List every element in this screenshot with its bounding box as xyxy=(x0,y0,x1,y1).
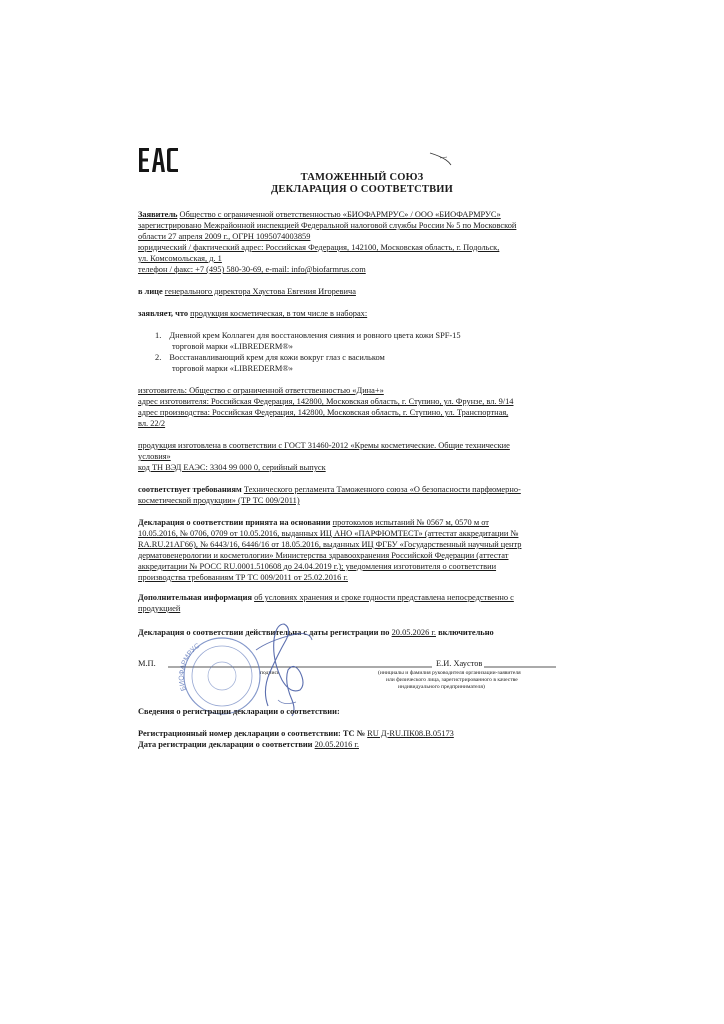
signer-caption-1: (инициалы и фамилия руководителя организации-заявителя xyxy=(378,670,521,676)
applicant-line2: зарегистрировано Межрайонной инспекцией Федеральной налоговой службы России № 5 по Московской xyxy=(138,221,517,230)
applicant-line4: юридический / фактический адрес: Российская Федерация, 142100, Московская область, г. Подольск, xyxy=(138,243,500,252)
signature-caption: подпись xyxy=(260,670,280,676)
registration-number-label: Регистрационный номер декларации о соответствии: ТС № xyxy=(138,729,366,738)
applicant-label: Заявитель xyxy=(138,210,178,219)
registration-date-label: Дата регистрации декларации о соответствии xyxy=(138,740,313,749)
basis-line3: RA.RU.21АГ66), № 6443/16, 6446/16 от 18.05.2016, выданных ИЦ ФГБУ «Государственный научный центр xyxy=(138,540,522,549)
declares-value: продукция косметическая, в том числе в наборах: xyxy=(190,309,368,318)
compliance-value: Технического регламента Таможенного союза «О безопасности парфюмерно- xyxy=(243,485,521,494)
applicant-name: Общество с ограниченной ответственностью «БИОФАРМРУС» / ООО «БИОФАРМРУС» xyxy=(179,210,501,219)
declares-label: заявляет, что xyxy=(138,309,189,318)
product-2-brand: торговой марки «LIBREDERM®» xyxy=(172,364,293,373)
manufacturer-line1: изготовитель: Общество с ограниченной ответственностью «Дина+» xyxy=(138,386,384,395)
product-2-name: Восстанавливающий крем для кожи вокруг глаз с васильком xyxy=(169,353,385,362)
title-declaration: ДЕКЛАРАЦИЯ О СООТВЕТСТВИИ xyxy=(270,184,454,195)
applicant-line3: области 27 апреля 2009 г., ОГРН 1095074003859 xyxy=(138,232,311,241)
registration-number-value: RU Д-RU.ПК08.В.05173 xyxy=(367,729,454,738)
applicant-line6: телефон / факс: +7 (495) 580-30-69, e-mail: info@biofarmrus.com xyxy=(138,265,366,274)
manufacturer-line3: адрес производства: Российская Федерация, 142800, Московская область, г. Ступино, ул. Транспортная, xyxy=(138,408,509,417)
additional-line2: продукцией xyxy=(138,604,181,613)
registration-number-line xyxy=(138,729,454,739)
product-2-num: 2. xyxy=(155,353,162,362)
validity-date: 20.05.2026 г. xyxy=(391,628,436,637)
person-label: в лице xyxy=(138,287,163,296)
standard-line1: продукция изготовлена в соответствии с ГОСТ 31460-2012 «Кремы косметические. Общие технические xyxy=(138,441,510,450)
applicant-line5: ул. Комсомольская, д. 1 xyxy=(138,254,222,263)
basis-line6: производства требованиям ТР ТС 009/2011 от 25.02.2016 г. xyxy=(138,573,348,582)
basis-line2: 10.05.2016, № 0706, 0709 от 10.05.2016, выданных ИЦ АНО «ПАРФЮМТЕСТ» (аттестат аккредитации № xyxy=(138,529,519,538)
product-1-brand: торговой марки «LIBREDERM®» xyxy=(172,342,293,351)
person-value: генерального директора Хаустова Евгения Игоревича xyxy=(164,287,356,296)
registration-date-line xyxy=(138,740,359,750)
product-1-name: Дневной крем Коллаген для восстановления сияния и ровного цвета кожи SPF-15 xyxy=(169,331,461,340)
manufacturer-line2: адрес изготовителя: Российская Федерация, 142800, Московская область, г. Ступино, ул. Фрунзе, вл. 9/14 xyxy=(138,397,514,406)
registration-heading: Сведения о регистрации декларации о соответствии: xyxy=(138,707,340,716)
basis-line5: аккредитации № РОСС RU.0001.510608 до 24.04.2019 г.); уведомления изготовителя о соответствии xyxy=(138,562,497,571)
compliance-line2: косметической продукции» (ТР ТС 009/2011) xyxy=(138,496,300,505)
mp-label: М.П. xyxy=(138,659,156,668)
registration-date-value: 20.05.2016 г. xyxy=(314,740,359,749)
basis-label: Декларация о соответствии принята на основании xyxy=(138,518,331,527)
signer-caption-3: индивидуального предпринимателя) xyxy=(398,684,485,690)
validity-label: Декларация о соответствии действительна с даты регистрации по xyxy=(138,628,390,637)
standard-line3: код ТН ВЭД ЕАЭС: 3304 99 000 0, серийный выпуск xyxy=(138,463,326,472)
additional-label: Дополнительная информация xyxy=(138,593,252,602)
validity-suffix: включительно xyxy=(438,628,494,637)
signer-caption-2: или физического лица, зарегистрированного в качестве xyxy=(386,677,518,683)
basis-line4: дерматовенерологии и косметологии» Министерства здравоохранения Российской Федерации (аттестат xyxy=(138,551,509,560)
compliance-label: соответствует требованиям xyxy=(138,485,242,494)
manufacturer-line4: вл. 22/2 xyxy=(138,419,166,428)
signer-name: Е.И. Хаустов xyxy=(436,659,483,668)
stamp-text: БИОФАРМРУС xyxy=(178,642,202,692)
standard-line2: условия» xyxy=(138,452,171,461)
additional-value: об условиях хранения и сроке годности представлена непосредственно с xyxy=(254,593,514,602)
product-1-num: 1. xyxy=(155,331,162,340)
basis-value: протоколов испытаний № 0567 м, 0570 м от xyxy=(332,518,489,527)
title-customs-union: ТАМОЖЕННЫЙ СОЮЗ xyxy=(300,172,424,183)
